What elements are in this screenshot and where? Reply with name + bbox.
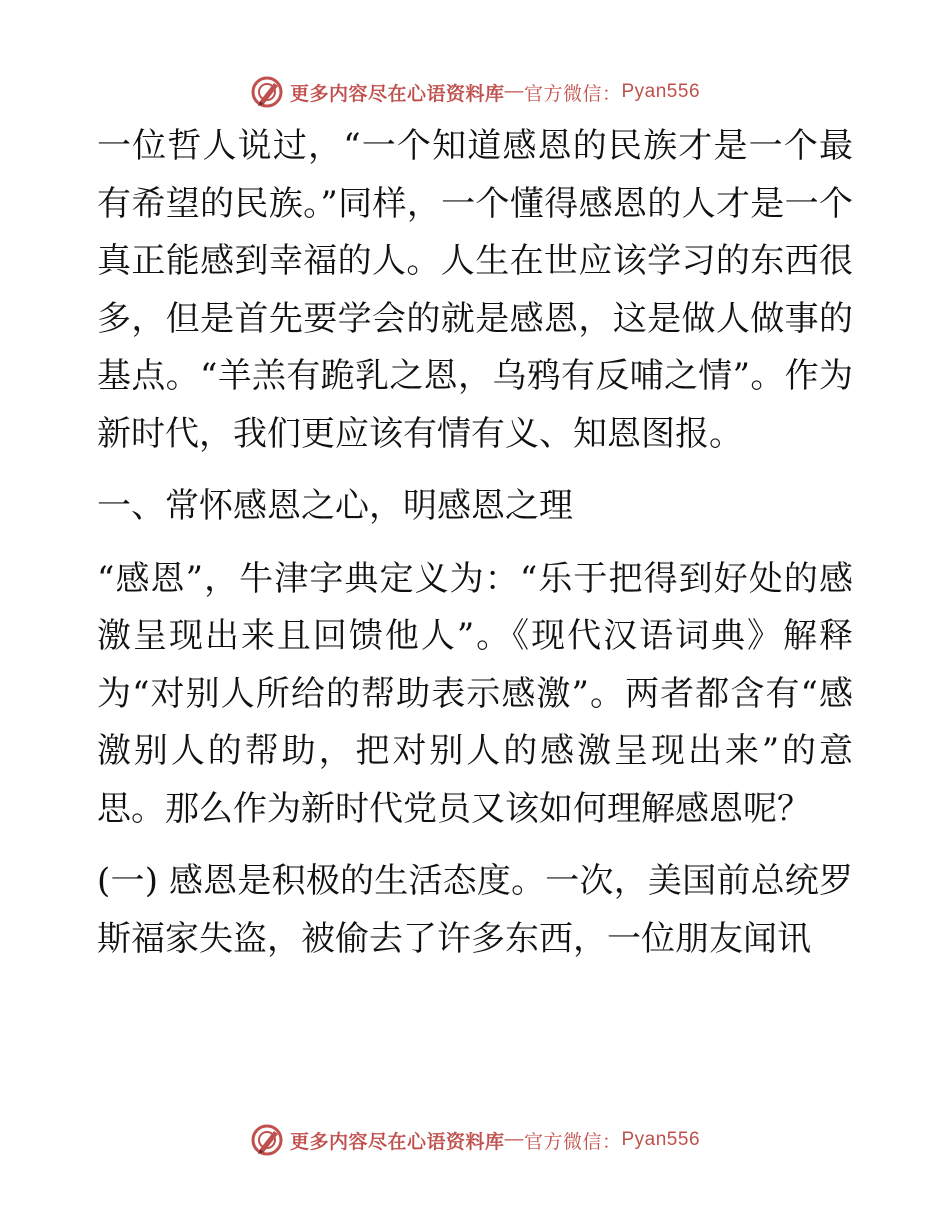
paragraph-intro: 一位哲人说过，“一个知道感恩的民族才是一个最有希望的民族。”同样，一个懂得感恩的人才是一个真正能感到幸福的人。人生在世应该学习的东西很多，但是首先要学会的就是感恩，这是做人做事的基点。“羊羔有跪乳之恩，乌鸦有反哺之情”。作为新时代，我们更应该有情有义、知恩图报。 — [97, 126, 853, 454]
paragraph-subsection: (一) 感恩是积极的生活态度。一次，美国前总统罗斯福家失盗，被偷去了许多东西，一位朋友闻讯 — [97, 861, 853, 959]
watermark-label: 官方微信： — [523, 1130, 622, 1153]
watermark-main-text: 更多内容尽在心语资料库 — [289, 82, 505, 105]
watermark-label: 官方微信： — [523, 82, 622, 105]
paragraph-gap — [97, 463, 853, 478]
paragraph-gap — [97, 838, 853, 853]
watermark-text — [290, 1127, 700, 1154]
watermark-main-text: 更多内容尽在心语资料库 — [289, 1130, 505, 1153]
watermark-wechat-id: Pyan556 — [621, 1129, 701, 1150]
watermark-wechat-id: Pyan556 — [621, 81, 701, 102]
watermark-dash: — — [504, 1129, 524, 1150]
pen-logo-icon — [250, 1123, 284, 1157]
footer-watermark — [0, 1120, 950, 1160]
document-body — [97, 118, 853, 968]
watermark-dash: — — [504, 81, 524, 102]
paragraph-gap — [97, 536, 853, 551]
paragraph-definition: “感恩”，牛津字典定义为：“乐于把得到好处的感激呈现出来且回馈他人”。《现代汉语词典》解释为“对别人所给的帮助表示感激”。两者都含有“感激别人的帮助，把对别人的感激呈现出来”的意思。那么作为新时代党员又该如何理解感恩呢？ — [97, 558, 853, 829]
watermark-text — [290, 79, 700, 106]
section-heading: 一、常怀感恩之心，明感恩之理 — [97, 486, 573, 526]
pen-logo-icon — [250, 75, 284, 109]
header-watermark — [0, 72, 950, 112]
